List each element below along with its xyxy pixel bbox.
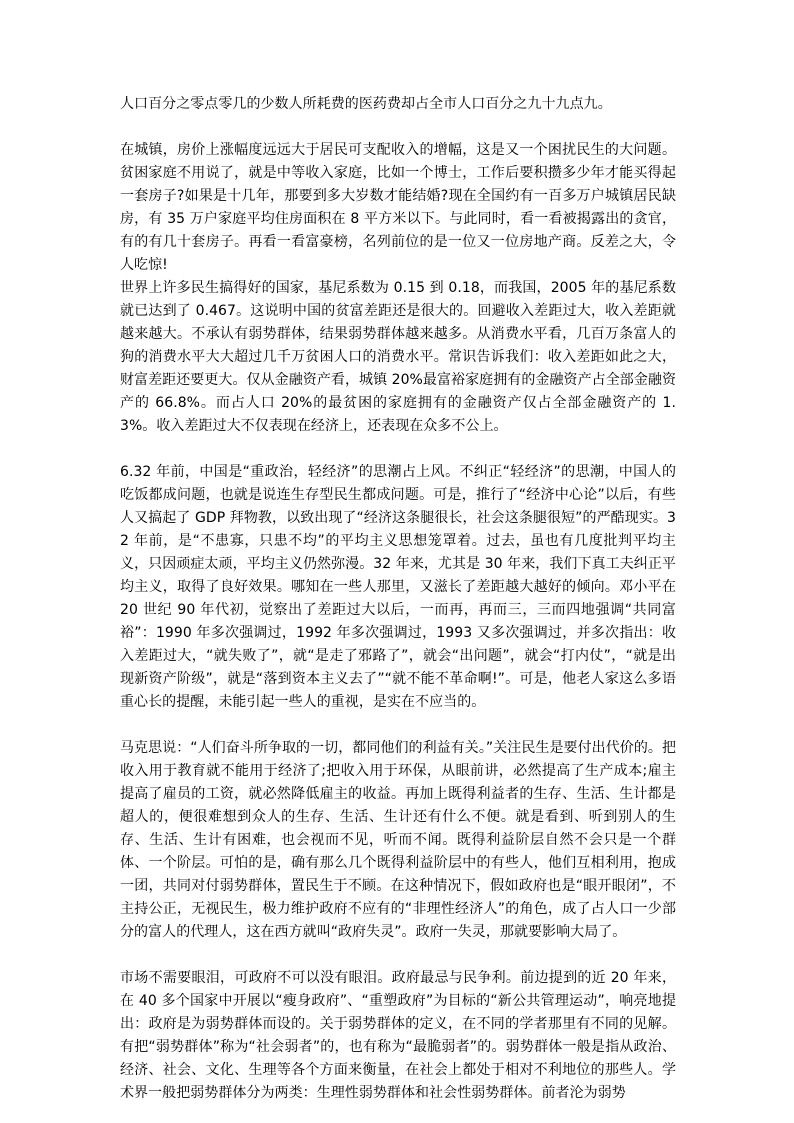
- paragraph-6: 市场不需要眼泪，可政府不可以没有眼泪。政府最忌与民争利。前边提到的近 20 年来，在 40 多个国家中开展以“瘦身政府”、“重塑政府”为目标的“新公共管理运动”，响亮地提出：政府是为弱势群体而设的。关于弱势群体的定义，在不同的学者那里有不同的见解。有把“弱势群体”称为“社会弱者”的，也有称为“最脆弱者”的。弱势群体一般是指从政治、经济、社会、文化、生理等各个方面来衡量，在社会上都处于相对不利地位的那些人。学术界一般把弱势群体分为两类：生理性弱势群体和社会性弱势群体。前者沦为弱势: [120, 970, 676, 1101]
- document-page: [120, 93, 676, 1105]
- paragraph-spacer: [120, 714, 676, 737]
- paragraph-5: 马克思说：“人们奋斗所争取的一切，都同他们的利益有关。”关注民生是要付出代价的。把收入用于教育就不能用于经济了;把收入用于环保，从眼前讲，必然提高了生产成本;雇主提高了雇员的工资，就必然降低雇主的收益。再加上既得利益者的生存、生活、生计都是超人的，便很难想到众人的生存、生活、生计还有什么不便。就是看到、听到别人的生存、生活、生计有困难，也会视而不见，听而不闻。既得利益阶层自然不会只是一个群体、一个阶层。可怕的是，确有那么几个既得利益阶层中的有些人，他们互相利用，抱成一团，共同对付弱势群体，置民生于不顾。在这种情况下，假如政府也是“眼开眼闭”，不主持公正，无视民生，极力维护政府不应有的“非理性经济人”的角色，成了占人口一少部分的富人的代理人，这在西方就叫“政府失灵”。政府一失灵，那就要影响大局了。: [120, 740, 676, 940]
- paragraph-spacer: [120, 116, 676, 139]
- paragraph-spacer: [120, 944, 676, 967]
- paragraph-2: 在城镇，房价上涨幅度远远大于居民可支配收入的增幅，这是又一个困扰民生的大问题。贫困家庭不用说了，就是中等收入家庭，比如一个博士，工作后要积攒多少年才能买得起一套房子?如果是十几年，那要到多大岁数才能结婚?现在全国约有一百多万户城镇居民缺房，有 35 万户家庭平均住房面积在 8 平方米以下。与此同时，看一看被揭露出的贪官，有的有几十套房子。再看一看富豪榜，名列前位的是一位又一位房地产商。反差之大，令人吃惊!: [120, 142, 676, 273]
- paragraph-spacer: [120, 438, 676, 461]
- paragraph-3: 世界上许多民生搞得好的国家，基尼系数为 0.15 到 0.18，而我国，2005 年的基尼系数就已达到了 0.467。这说明中国的贫富差距还是很大的。回避收入差距过大，收入差距就越来越大。不承认有弱势群体，结果弱势群体越来越多。从消费水平看，几百万条富人的狗的消费水平大大超过几千万贫困人口的消费水平。常识告诉我们：收入差距如此之大，财富差距还要更大。仅从金融资产看，城镇 20%最富裕家庭拥有的金融资产占全部金融资产的 66.8%。而占人口 20%的最贫困的家庭拥有的金融资产仅占全部金融资产的 1.3%。收入差距过大不仅表现在经济上，还表现在众多不公上。: [120, 280, 676, 434]
- paragraph-4: 6.32 年前，中国是“重政治，轻经济”的思潮占上风。不纠正“轻经济”的思潮，中国人的吃饭都成问题，也就是说连生存型民生都成问题。可是，推行了“经济中心论”以后，有些人又搞起了 GDP 拜物教，以致出现了“经济这条腿很长，社会这条腿很短”的严酷现实。32 年前，是“不患寡，只患不均”的平均主义思想笼罩着。过去，虽也有几度批判平均主义，只因顽症太顽，平均主义仍然弥漫。32 年来，尤其是 30 年来，我们下真工夫纠正平均主义，取得了良好效果。哪知在一些人那里，又滋长了差距越大越好的倾向。邓小平在 20 世纪 90 年代初，觉察出了差距过大以后，一而再，再而三，三而四地强调“共同富裕”：1990 年多次强调过，1992 年多次强调过，1993 又多次强调过，并多次指出：收入差距过大，“就失败了”，就“是走了邪路了”，就会“出问题”，就会“打内仗”，“就是出现新资产阶级”，就是“落到资本主义去了”“就不能不革命啊!”。可是，他老人家这么多语重心长的提醒，未能引起一些人的重视，是实在不应当的。: [120, 464, 676, 710]
- paragraph-1: 人口百分之零点零几的少数人所耗费的医药费却占全市人口百分之九十九点九。: [120, 96, 612, 112]
